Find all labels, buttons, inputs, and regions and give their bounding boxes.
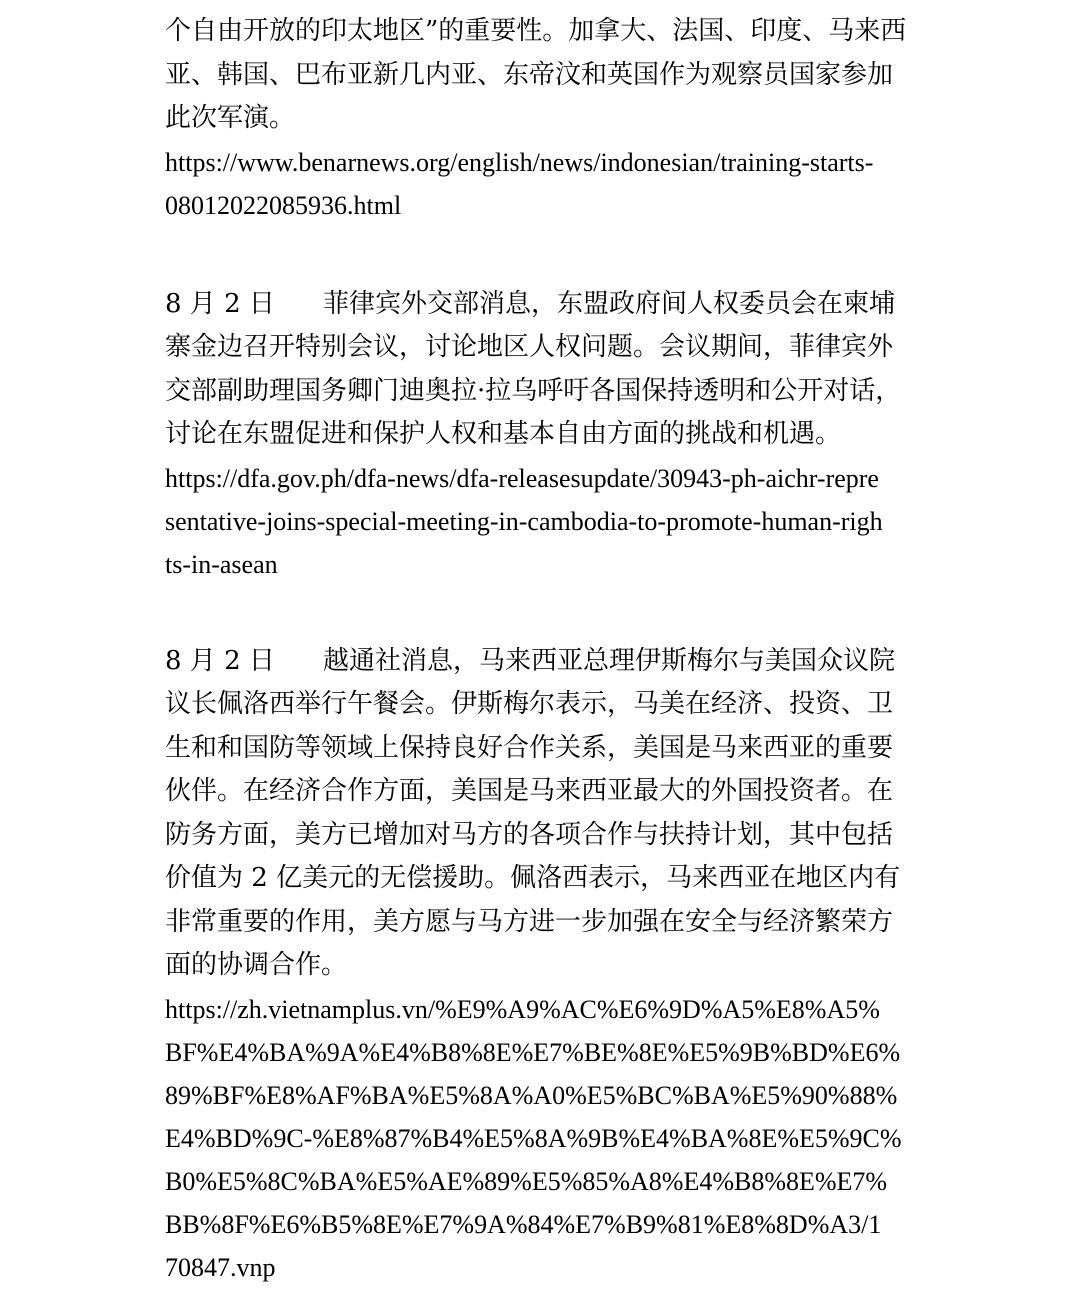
url-line[interactable]: https://dfa.gov.ph/dfa-news/dfa-releasesupdate/30943-ph-aichr-repre	[165, 463, 879, 493]
body-line: 伙伴。在经济合作方面，美国是马来西亚最大的外国投资者。在	[165, 776, 894, 806]
entry-body	[165, 10, 945, 141]
url-line[interactable]: 89%BF%E8%AF%BA%E5%8A%A0%E5%BC%BA%E5%90%88%	[165, 1080, 898, 1110]
url-line[interactable]: sentative-joins-special-meeting-in-cambodia-to-promote-human-righ	[165, 506, 883, 536]
body-line: 防务方面，美方已增加对马方的各项合作与扶持计划，其中包括	[165, 819, 894, 850]
entry-date: 8 月 2 日	[165, 645, 275, 676]
url-line[interactable]: BF%E4%BA%9A%E4%B8%8E%E7%BE%8E%E5%9B%BD%E6%	[165, 1037, 901, 1067]
body-line: 交部副助理国务卿门迪奥拉·拉乌呼吁各国保持透明和公开对话，	[165, 375, 902, 406]
document-page	[165, 10, 945, 1289]
body-line: 价值为 2 亿美元的无偿援助。佩洛西表示，马来西亚在地区内有	[165, 863, 901, 893]
body-line: 非常重要的作用，美方愿与马方进一步加强在安全与经济繁荣方	[165, 906, 894, 937]
body-line: 生和和国防等领域上保持良好合作关系，美国是马来西亚的重要	[165, 732, 894, 763]
body-line: 寨金边召开特别会议，讨论地区人权问题。会议期间，菲律宾外	[165, 332, 894, 362]
entry-body	[165, 283, 945, 457]
url-line[interactable]: 08012022085936.html	[165, 190, 402, 220]
source-link[interactable]	[165, 141, 945, 227]
url-line[interactable]: https://www.benarnews.org/english/news/indonesian/training-starts-	[165, 147, 874, 177]
body-line: 越通社消息，马来西亚总理伊斯梅尔与美国众议院	[323, 645, 896, 676]
body-line: 亚、韩国、巴布亚新几内亚、东帝汶和英国作为观察员国家参加	[165, 59, 894, 90]
entry-body	[165, 640, 945, 988]
body-line: 菲律宾外交部消息，东盟政府间人权委员会在柬埔	[323, 288, 896, 319]
entry-date: 8 月 2 日	[165, 288, 275, 319]
url-line[interactable]: E4%BD%9C-%E8%87%B4%E5%8A%9B%E4%BA%8E%E5%9C%	[165, 1123, 902, 1153]
body-line-first	[165, 640, 945, 684]
body-line: 个自由开放的印太地区”的重要性。加拿大、法国、印度、马来西	[165, 16, 907, 46]
news-entry	[165, 640, 945, 1289]
body-line: 此次军演。	[165, 103, 296, 133]
source-link[interactable]	[165, 457, 945, 586]
url-line[interactable]: B0%E5%8C%BA%E5%AE%89%E5%85%A8%E4%B8%8E%E7%	[165, 1166, 888, 1196]
body-line: 面的协调合作。	[165, 950, 348, 980]
url-line[interactable]: ts-in-asean	[165, 549, 278, 579]
news-entry	[165, 10, 945, 227]
url-line[interactable]: 70847.vnp	[165, 1252, 276, 1282]
url-line[interactable]: BB%8F%E6%B5%8E%E7%9A%84%E7%B9%81%E8%8D%A3/1	[165, 1209, 882, 1239]
body-line: 议长佩洛西举行午餐会。伊斯梅尔表示，马美在经济、投资、卫	[165, 689, 894, 719]
url-line[interactable]: https://zh.vietnamplus.vn/%E9%A9%AC%E6%9D%A5%E8%A5%	[165, 994, 880, 1024]
news-entry	[165, 283, 945, 586]
source-link[interactable]	[165, 988, 945, 1289]
body-line-first	[165, 283, 945, 327]
body-line: 讨论在东盟促进和保护人权和基本自由方面的挑战和机遇。	[165, 419, 842, 449]
